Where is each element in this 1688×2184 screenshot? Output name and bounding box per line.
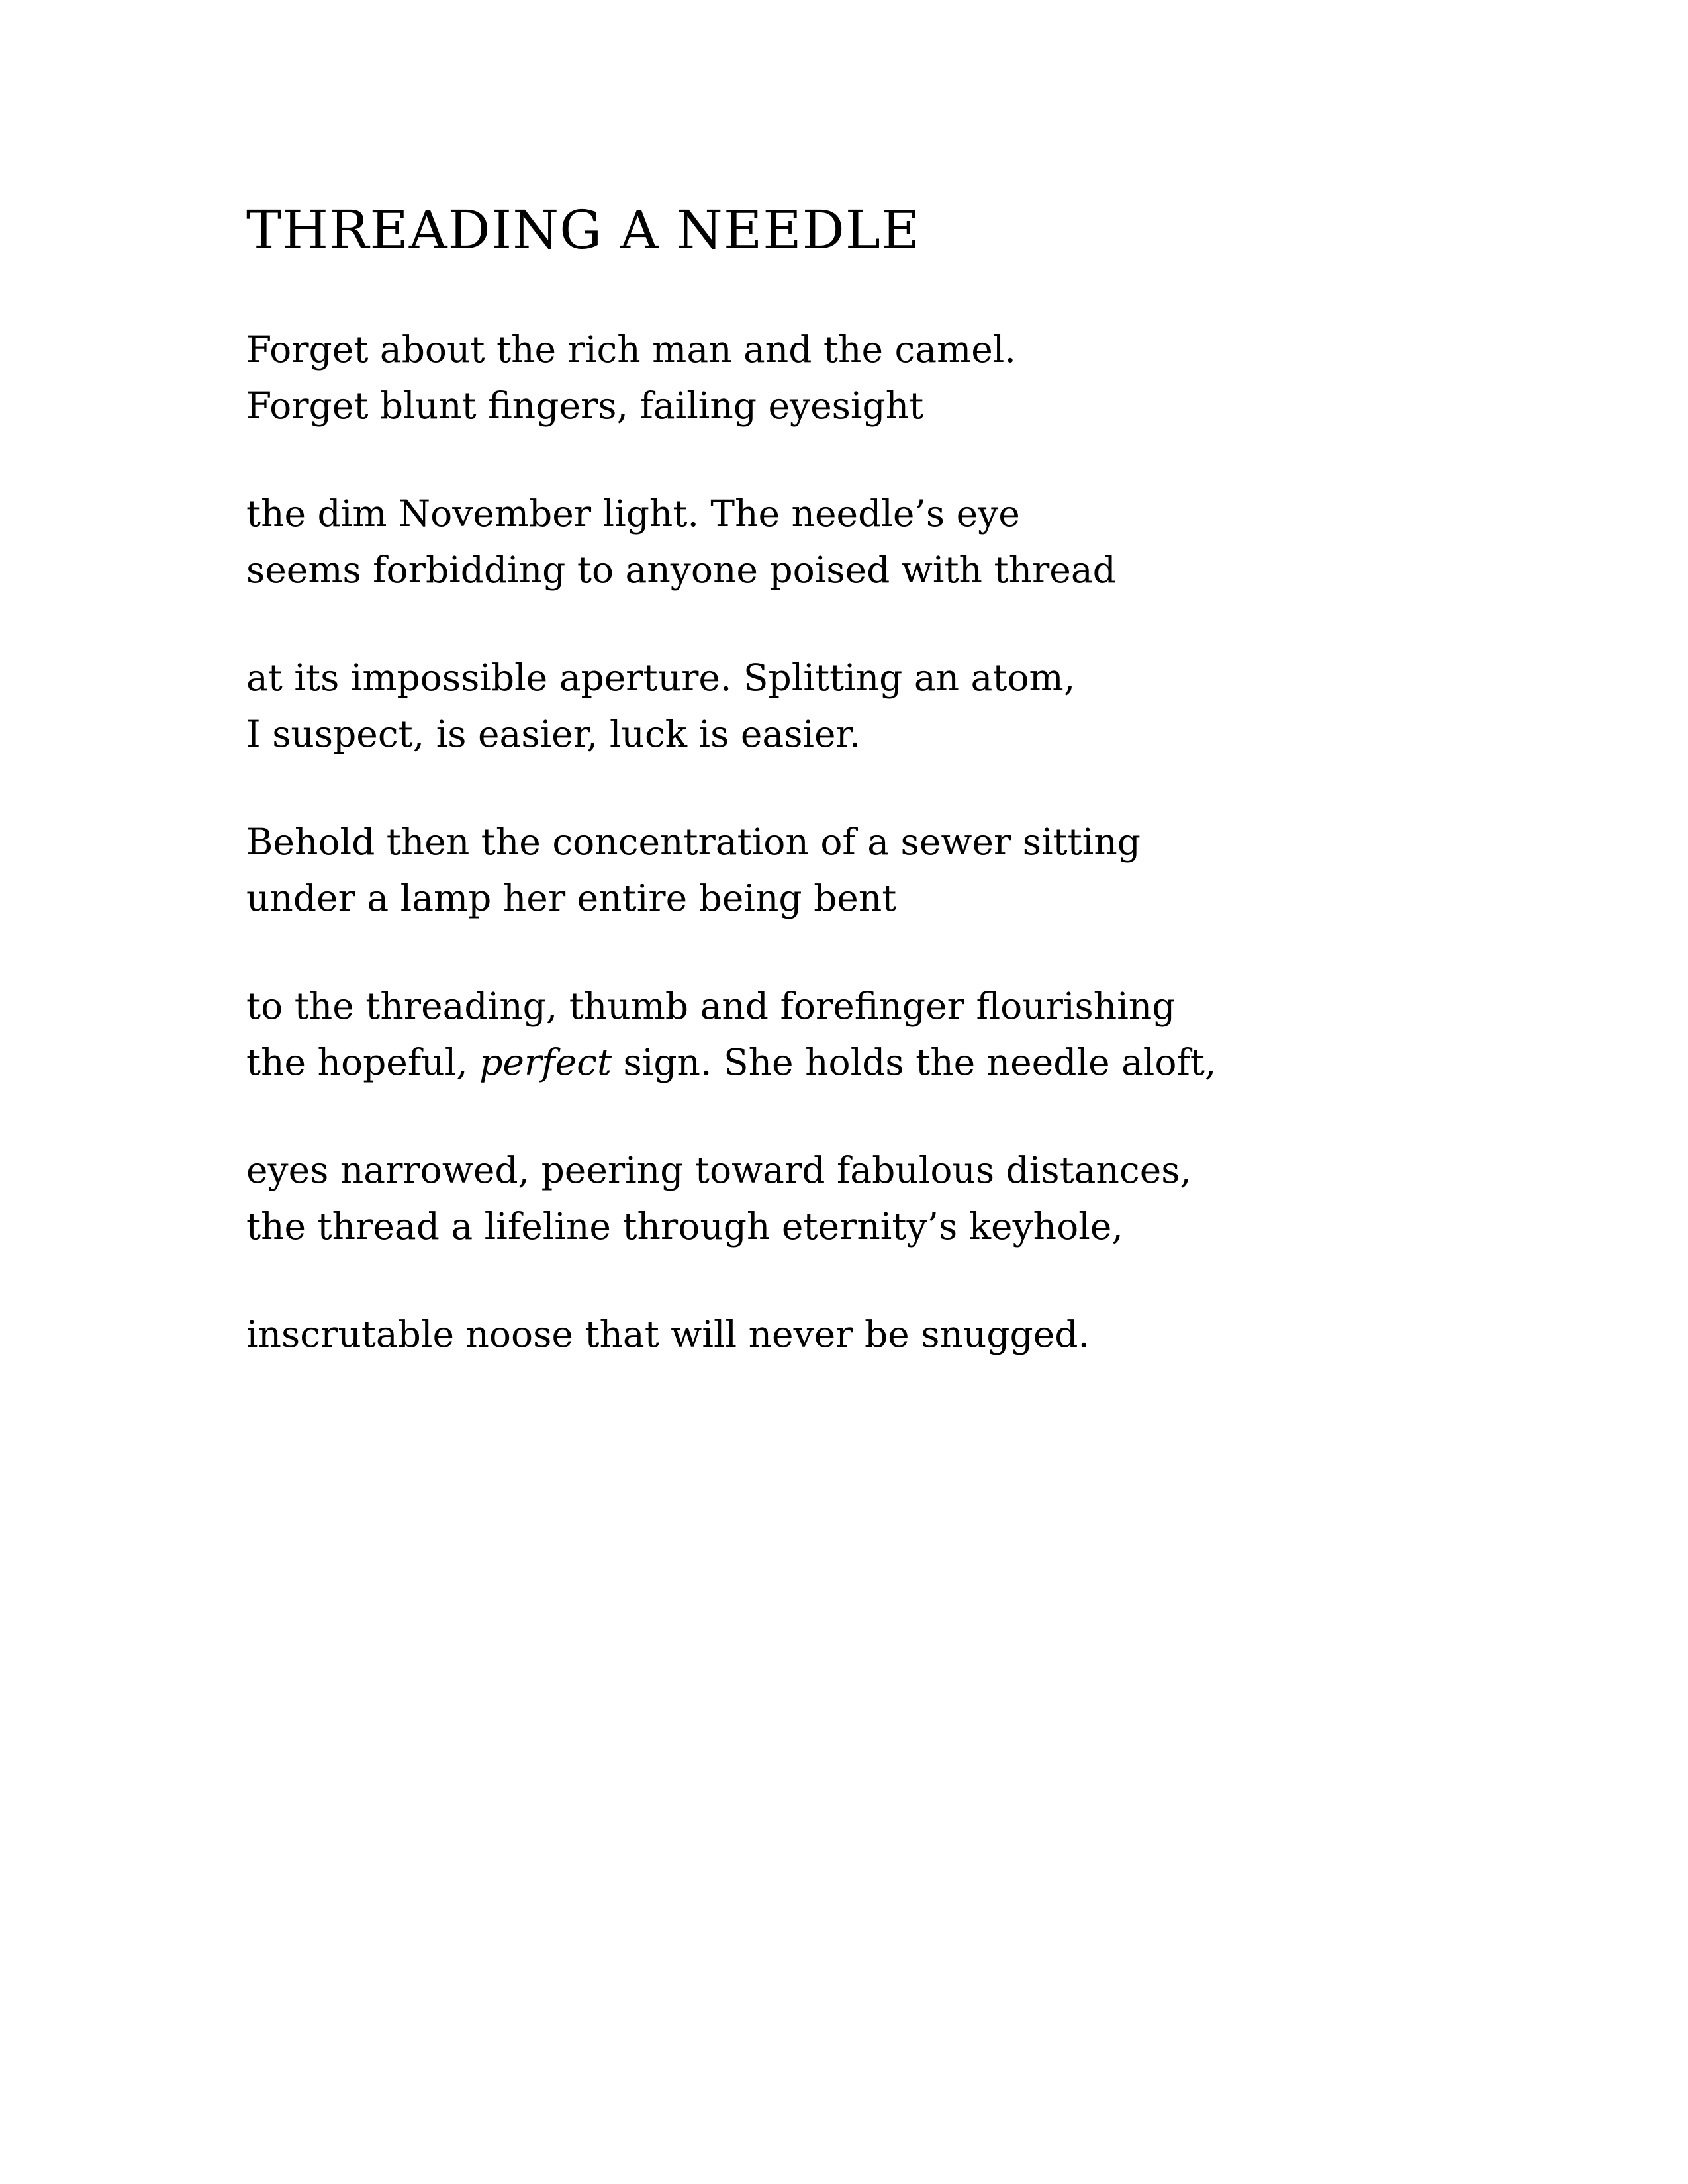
poem-line: I suspect, is easier, luck is easier. (246, 713, 861, 755)
poem-line: under a lamp her entire being bent (246, 877, 897, 919)
poem-line: inscrutable noose that will never be snugged. (246, 1313, 1090, 1355)
poem-line: at its impossible aperture. Splitting an atom, (246, 657, 1076, 699)
poem-line: Behold then the concentration of a sewer sitting (246, 821, 1141, 863)
poem-line: Forget about the rich man and the camel. (246, 328, 1016, 371)
stanza-6 (246, 1142, 1463, 1255)
stanza-1 (246, 322, 1463, 434)
stanza-7 (246, 1306, 1463, 1363)
stanza-4 (246, 814, 1463, 927)
poem-line: eyes narrowed, peering toward fabulous distances, (246, 1149, 1192, 1191)
poem-line: Forget blunt fingers, failing eyesight (246, 385, 924, 427)
poem-line: to the threading, thumb and forefinger flourishing (246, 985, 1176, 1027)
poem-line: seems forbidding to anyone poised with thread (246, 549, 1116, 591)
stanza-3 (246, 650, 1463, 762)
poem-title: THREADING A NEEDLE (246, 199, 921, 261)
line-segment: sign. She holds the needle aloft, (612, 1041, 1217, 1083)
stanza-2 (246, 486, 1463, 598)
poem-line: the thread a lifeline through eternity’s keyhole, (246, 1205, 1123, 1248)
line-segment: the hopeful, (246, 1041, 480, 1083)
italic-word: perfect (479, 1041, 612, 1083)
stanza-5 (246, 978, 1463, 1091)
poem-line-with-italic (246, 1034, 1463, 1091)
poem-line: the dim November light. The needle’s eye (246, 492, 1020, 535)
